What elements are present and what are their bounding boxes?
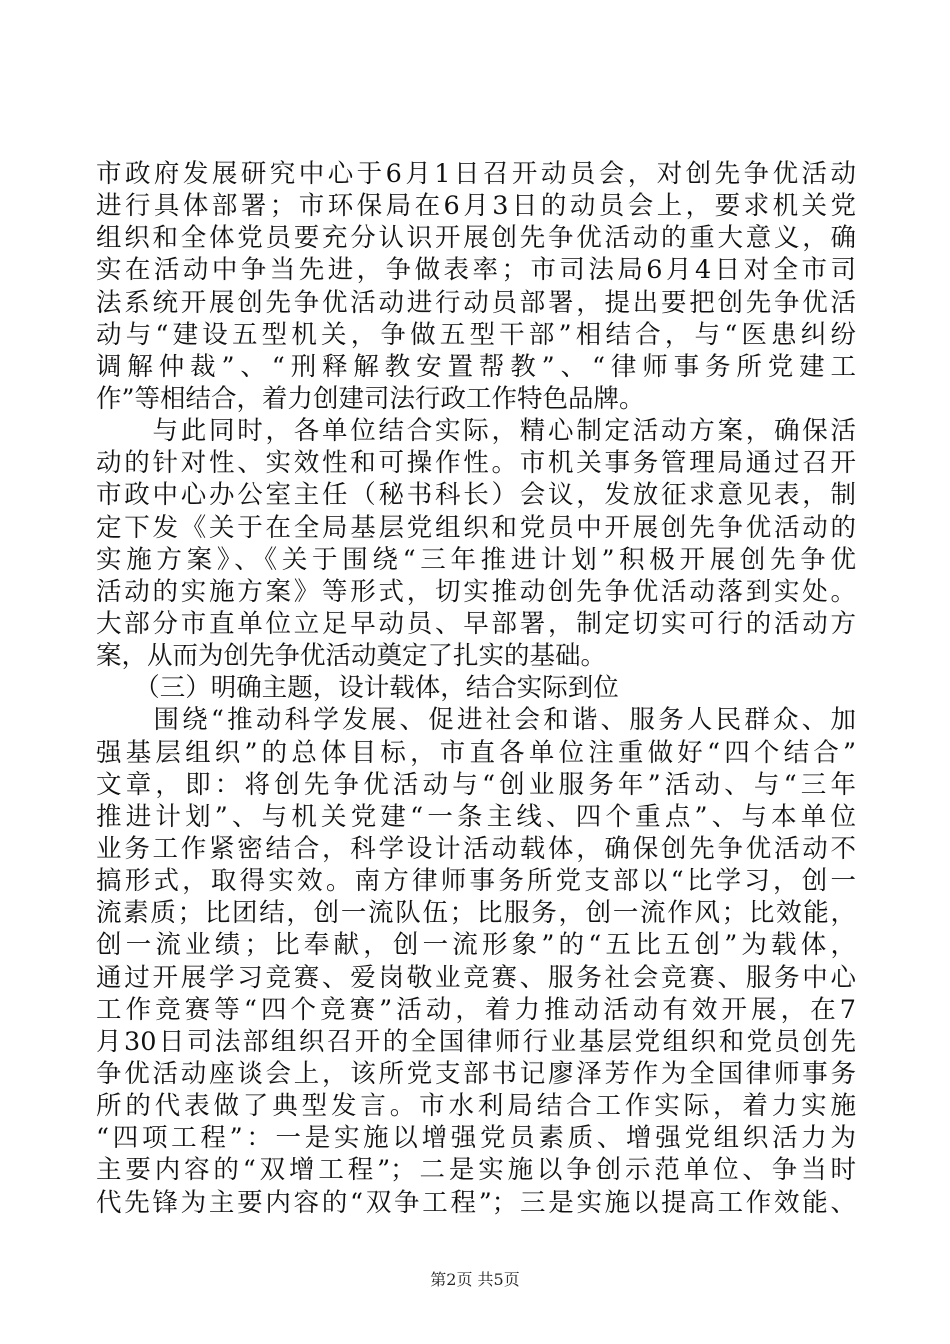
text-line: 调解仲裁”、“刑释解教安置帮教”、“律师事务所党建工 bbox=[96, 351, 856, 382]
text-line: 文章，即：将创先争优活动与“创业服务年”活动、与“三年 bbox=[96, 769, 856, 800]
body-text bbox=[96, 158, 856, 1219]
text-line: 流素质；比团结，创一流队伍；比服务，创一流作风；比效能， bbox=[96, 898, 856, 929]
text-line: 业务工作紧密结合，科学设计活动载体，确保创先争优活动不 bbox=[96, 833, 856, 864]
text-line: 组织和全体党员要充分认识开展创先争优活动的重大意义，确 bbox=[96, 223, 856, 254]
page-footer: 第2页 共5页 bbox=[430, 1270, 520, 1289]
text-line: 主要内容的“双增工程”；二是实施以争创示范单位、争当时 bbox=[96, 1155, 856, 1186]
text-line: 与此同时，各单位结合实际，精心制定活动方案，确保活 bbox=[96, 416, 856, 447]
text-line: 市政府发展研究中心于6月1日召开动员会，对创先争优活动 bbox=[96, 159, 856, 189]
text-line: 市政中心办公室主任（秘书科长）会议，发放征求意见表，制 bbox=[96, 480, 856, 511]
text-line: 工作竞赛等“四个竞赛”活动，着力推动活动有效开展，在7 bbox=[96, 994, 856, 1025]
text-line: 代先锋为主要内容的“双争工程”；三是实施以提高工作效能、 bbox=[96, 1187, 856, 1218]
text-line: 活动的实施方案》等形式，切实推动创先争优活动落到实处。 bbox=[96, 576, 856, 607]
text-line: 大部分市直单位立足早动员、早部署，制定切实可行的活动方 bbox=[96, 608, 856, 639]
text-line: 推进计划”、与机关党建“一条主线、四个重点”、与本单位 bbox=[96, 801, 856, 832]
text-line: 搞形式，取得实效。南方律师事务所党支部以“比学习，创一 bbox=[96, 866, 856, 897]
text-line: 作”等相结合，着力创建司法行政工作特色品牌。 bbox=[96, 383, 645, 414]
text-line: 争优活动座谈会上，该所党支部书记廖泽芳作为全国律师事务 bbox=[96, 1058, 856, 1089]
text-line: 动的针对性、实效性和可操作性。市机关事务管理局通过召开 bbox=[96, 448, 856, 479]
text-line: （三）明确主题，设计载体，结合实际到位 bbox=[96, 673, 619, 704]
text-line: 强基层组织”的总体目标，市直各单位注重做好“四个结合” bbox=[96, 737, 856, 768]
text-line: 实施方案》、《关于围绕“三年推进计划”积极开展创先争优 bbox=[96, 544, 856, 575]
text-line: 通过开展学习竞赛、爱岗敬业竞赛、服务社会竞赛、服务中心 bbox=[96, 962, 856, 993]
text-line: 进行具体部署；市环保局在6月3日的动员会上，要求机关党 bbox=[96, 191, 856, 222]
text-line: 实在活动中争当先进，争做表率；市司法局6月4日对全市司 bbox=[96, 255, 856, 286]
text-line: 创一流业绩；比奉献，创一流形象”的“五比五创”为载体， bbox=[96, 930, 856, 961]
text-line: 月30日司法部组织召开的全国律师行业基层党组织和党员创先 bbox=[96, 1026, 856, 1057]
text-line: 法系统开展创先争优活动进行动员部署，提出要把创先争优活 bbox=[96, 287, 856, 318]
text-line: 动与“建设五型机关，争做五型干部”相结合，与“医患纠纷 bbox=[96, 319, 856, 350]
text-line: “四项工程”：一是实施以增强党员素质、增强党组织活力为 bbox=[96, 1123, 856, 1154]
text-line: 案，从而为创先争优活动奠定了扎实的基础。 bbox=[96, 641, 607, 672]
text-line: 定下发《关于在全局基层党组织和党员中开展创先争优活动的 bbox=[96, 512, 856, 543]
text-line: 围绕“推动科学发展、促进社会和谐、服务人民群众、加 bbox=[96, 705, 856, 736]
text-line: 所的代表做了典型发言。市水利局结合工作实际，着力实施 bbox=[96, 1091, 856, 1122]
